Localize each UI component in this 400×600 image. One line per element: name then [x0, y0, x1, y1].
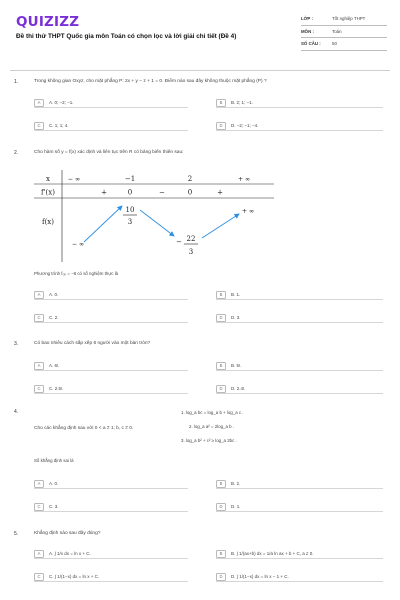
- meta-label: SỐ CÂU :: [301, 41, 321, 47]
- question-followup-text: Số khẳng định sai là: [34, 458, 74, 463]
- variation-table: [34, 170, 274, 262]
- fprime-sign: −: [159, 188, 165, 197]
- question-number: 4.: [14, 409, 19, 415]
- option-text: D. 1.: [231, 504, 241, 509]
- question-number: 1.: [14, 79, 19, 85]
- option-key: C: [34, 122, 44, 130]
- option-text: C. 2.5!.: [49, 386, 64, 391]
- option-text: B. ∫ 1/(ax+b) dx = 1/a ln ax + b + C, a ≠ 0.: [231, 551, 314, 556]
- option-c[interactable]: [34, 384, 188, 394]
- option-text: C. 1; 1; 4.: [49, 123, 69, 128]
- option-key: B: [216, 550, 226, 558]
- header-divider: [10, 70, 390, 71]
- decreasing-arrow: [140, 210, 174, 236]
- f-min-denominator: 3: [188, 248, 194, 256]
- question-text: Cho hàm số y = f(x) xác định và liên tục trên R có bảng biến thiên sau:: [34, 150, 184, 155]
- option-key: A: [34, 480, 44, 488]
- meta-row-question-count: [301, 38, 387, 51]
- option-d[interactable]: [216, 572, 383, 582]
- statement-3: 3. log_a b² + c² ≥ log_a 2bc .: [181, 438, 237, 443]
- option-text: D. 2.4!.: [231, 386, 246, 391]
- option-b[interactable]: [216, 361, 383, 371]
- increasing-arrow: [202, 214, 239, 238]
- option-a[interactable]: [34, 361, 188, 371]
- option-key: B: [216, 291, 226, 299]
- meta-row-subject: [301, 26, 387, 39]
- option-text: A. ∫ 1/x dx = ln x + C.: [49, 551, 91, 556]
- option-key: C: [34, 573, 44, 581]
- option-c[interactable]: [34, 313, 188, 323]
- option-text: B. 2.: [231, 481, 241, 486]
- option-b[interactable]: [216, 549, 383, 559]
- option-a[interactable]: [34, 290, 188, 300]
- f-max-numerator: 10: [125, 206, 135, 214]
- option-key: C: [34, 503, 44, 511]
- question-text: Trong không gian Oxyz, cho mặt phẳng P: 2x + y − z + 1 = 0. Điểm nào sau đây không thuộc mặt phẳng (P) ?: [34, 79, 267, 84]
- option-d[interactable]: [216, 502, 383, 512]
- option-text: D. ∫ 1/(1−x) dx = ln x − 1 + C.: [231, 574, 289, 579]
- option-key: A: [34, 291, 44, 299]
- option-key: C: [34, 314, 44, 322]
- option-b[interactable]: [216, 479, 383, 489]
- meta-value: 50: [332, 41, 337, 47]
- option-key: A: [34, 550, 44, 558]
- option-a[interactable]: [34, 98, 188, 108]
- option-key: A: [34, 362, 44, 370]
- f-start-value: − ∞: [71, 241, 85, 248]
- option-key: B: [216, 99, 226, 107]
- option-key: A: [34, 99, 44, 107]
- meta-value: Toán: [332, 28, 342, 34]
- question-number: 2.: [14, 150, 19, 156]
- fprime-zero: 0: [127, 188, 133, 197]
- option-key: D: [216, 122, 226, 130]
- option-b[interactable]: [216, 98, 383, 108]
- quizizz-logo: QUIZIZZ: [16, 14, 80, 30]
- option-text: B. 1.: [231, 292, 241, 297]
- option-d[interactable]: [216, 121, 383, 131]
- option-a[interactable]: [34, 479, 188, 489]
- option-key: D: [216, 385, 226, 393]
- fprime-zero: 0: [187, 188, 193, 197]
- option-text: B. 5!.: [231, 363, 242, 368]
- option-key: D: [216, 503, 226, 511]
- option-text: C. 3.: [49, 504, 59, 509]
- option-text: A. 0; −2; −1.: [49, 100, 74, 105]
- option-key: C: [34, 385, 44, 393]
- question-number: 5.: [14, 531, 19, 537]
- meta-info-panel: [301, 13, 387, 51]
- option-key: D: [216, 573, 226, 581]
- option-text: A. 0.: [49, 481, 59, 486]
- option-text: D. 3.: [231, 315, 241, 320]
- x-row-label: x: [46, 175, 50, 183]
- option-d[interactable]: [216, 313, 383, 323]
- x-value: − ∞: [67, 176, 81, 183]
- option-key: B: [216, 362, 226, 370]
- f-max-denominator: 3: [127, 218, 133, 226]
- option-b[interactable]: [216, 290, 383, 300]
- question-text: Cho các khẳng định sau với 0 < a ≠ 1; b, c ≠ 0.: [34, 426, 134, 431]
- option-text: A. 0.: [49, 292, 59, 297]
- fprime-row-label: f'(x): [41, 188, 55, 197]
- fprime-sign: +: [101, 188, 107, 197]
- statement-2: 2. log_a a² = 2log_a b .: [189, 424, 235, 429]
- meta-value: Tốt nghiệp THPT: [332, 16, 366, 22]
- question-text: Có bao nhiêu cách sắp xếp 6 người vào một bàn tròn?: [34, 341, 151, 346]
- meta-label: LỚP :: [301, 16, 313, 22]
- option-d[interactable]: [216, 384, 383, 394]
- option-text: B. 2; 1; −1.: [231, 100, 253, 105]
- option-text: C. ∫ 1/(1−x) dx = ln x + C.: [49, 574, 100, 579]
- option-key: D: [216, 314, 226, 322]
- question-text: Khẳng định nào sau đây đúng?: [34, 531, 101, 536]
- question-number: 3.: [14, 341, 19, 347]
- f-min-sign: −: [176, 238, 182, 246]
- f-end-value: + ∞: [241, 208, 255, 215]
- fprime-sign: +: [217, 188, 223, 197]
- x-value: 2: [187, 175, 193, 183]
- option-a[interactable]: [34, 549, 188, 559]
- f-min-numerator: 22: [186, 235, 196, 243]
- document-title: Đề thi thử THPT Quốc gia môn Toán có chọn lọc và lời giải chi tiết (Đề 4): [16, 33, 237, 40]
- x-value: + ∞: [237, 176, 251, 183]
- meta-row-class: [301, 13, 387, 26]
- option-text: A. 6!.: [49, 363, 60, 368]
- option-c[interactable]: [34, 502, 188, 512]
- option-c[interactable]: [34, 121, 188, 131]
- statement-1: 1. log_a bc = log_a b + log_a c .: [181, 410, 244, 415]
- option-text: C. 2.: [49, 315, 59, 320]
- increasing-arrow: [84, 206, 122, 242]
- f-row-label: f(x): [41, 218, 55, 226]
- option-key: B: [216, 480, 226, 488]
- option-c[interactable]: [34, 572, 188, 582]
- meta-label: MÔN :: [301, 28, 314, 34]
- x-value: −1: [124, 175, 136, 183]
- question-followup-text: Phương trình f₍ₓ₎ = −8 có số nghiệm thực là: [34, 271, 119, 276]
- option-text: D. −2; −1; −4.: [231, 123, 259, 128]
